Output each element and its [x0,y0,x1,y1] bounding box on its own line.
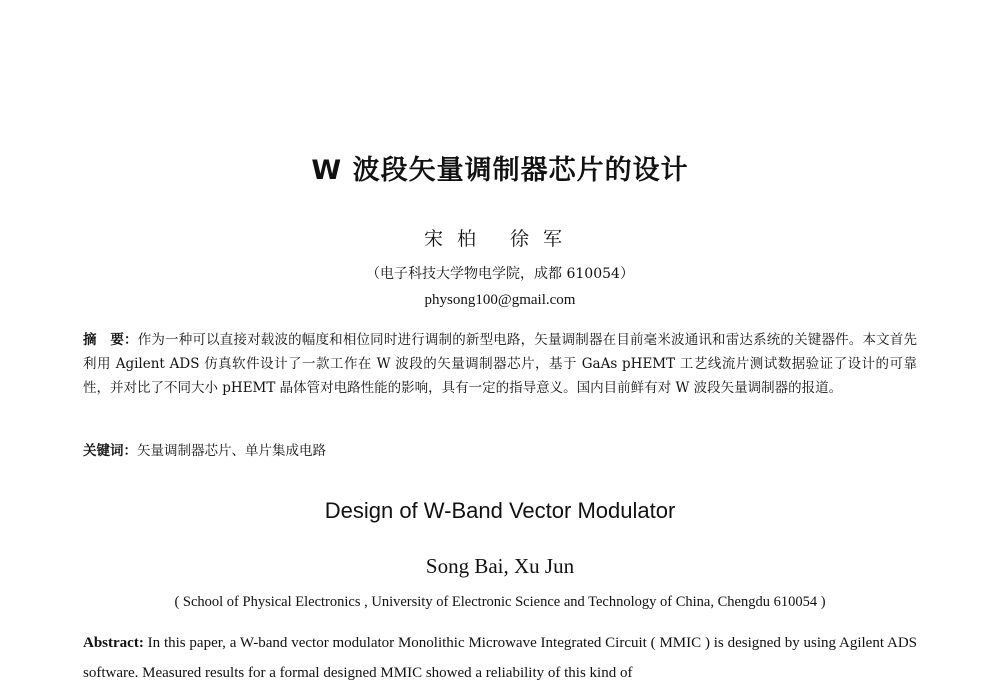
chinese-affiliation: （电子科技大学物电学院，成都 610054） [366,266,634,282]
english-authors: Song Bai, Xu Jun [425,554,575,578]
author-email: physong100@gmail.com [424,292,576,308]
chinese-keywords-label: 关键词： [83,443,137,459]
english-affiliation: ( School of Physical Electronics , University of Electronic Science and Technology of China, Chengdu 610054 ) [174,594,826,610]
english-title: Design of W-Band Vector Modulator [324,498,676,523]
chinese-abstract-label: 摘 要： [83,332,138,348]
chinese-abstract-text: 作为一种可以直接对载波的幅度和相位同时进行调制的新型电路，矢量调制器在目前毫米波通讯和雷达系统的关键器件。本文首先利用 Agilent ADS 仿真软件设计了一款工作在 W 波段的矢量调制器芯片，基于 GaAs pHEMT 工艺线流片测试数据验证了设计的可靠性，并对比了不同大小 pHEMT 晶体管对电路性能的影响，具有一定的指导意义。国内目前鲜有对 W 波段矢量调制器的报道。 [83,332,918,396]
chinese-authors: 宋柏 徐军 [423,228,577,250]
english-abstract [83,628,917,688]
chinese-title: W 波段矢量调制器芯片的设计 [311,155,689,186]
chinese-abstract [83,328,917,400]
english-abstract-label: Abstract: [83,635,144,651]
english-abstract-text: In this paper, a W-band vector modulator Monolithic Microwave Integrated Circuit ( MMIC ) is designed by using Agilent ADS software. Measured results for a formal designed MMIC showed a reliability of this kind of [83,635,917,681]
chinese-keywords-text: 矢量调制器芯片、单片集成电路 [137,443,326,459]
chinese-keywords [83,440,917,462]
